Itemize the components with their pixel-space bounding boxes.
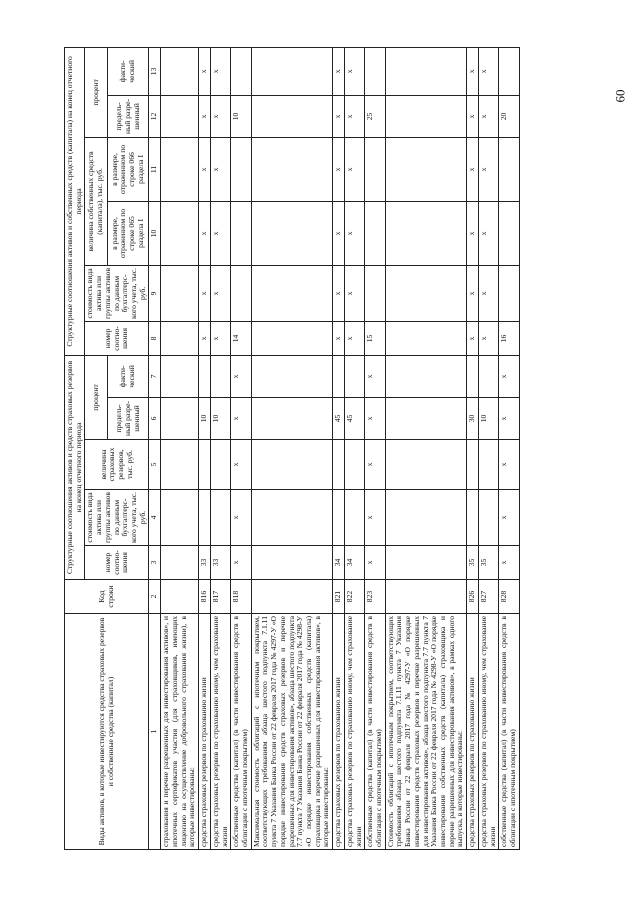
row-cell [499, 137, 519, 201]
row-cell: x [365, 546, 385, 580]
row-cell [385, 95, 466, 137]
table-row [344, 47, 364, 849]
row-cell: x [499, 490, 519, 546]
row-cell [467, 355, 479, 397]
table-row [210, 47, 230, 849]
header-percent: процент [85, 355, 107, 439]
col-number: 10 [149, 201, 161, 265]
col-number: 1 [149, 614, 161, 850]
row-cell [385, 201, 466, 265]
ratios-table [64, 47, 520, 850]
header-reserves-value: величина страховых резервов, тыс. руб. [85, 440, 149, 490]
row-cell: x [344, 137, 364, 201]
row-cell: x [467, 321, 479, 355]
row-cell [344, 490, 364, 546]
row-code: 821 [333, 580, 345, 614]
header-actual-percent: факти-ческий [107, 355, 149, 397]
row-cell [467, 490, 479, 546]
row-cell [251, 398, 332, 440]
row-code [385, 580, 466, 614]
row-cell: x [344, 321, 364, 355]
table-row [199, 47, 211, 849]
row-cell [385, 546, 466, 580]
row-cell [199, 490, 211, 546]
row-cell: x [365, 398, 385, 440]
row-cell: 33 [210, 546, 230, 580]
row-description: средства страховых резервов по страхованию иному, чем страхование жизни [210, 614, 230, 850]
table-row [231, 47, 251, 849]
header-number-ratio-2: номер соотно-шения [85, 321, 149, 355]
header-own-funds: величина собственных средств (капитала), тыс. руб. [85, 137, 107, 265]
row-cell: x [365, 440, 385, 490]
row-cell [161, 47, 199, 95]
row-cell: x [478, 201, 498, 265]
row-cell: x [333, 47, 345, 95]
row-cell: x [231, 546, 251, 580]
row-description: Стоимость облигаций с ипотечным покрытием, соответствующих требованиям абзаца шестого подпункта 7.1.11 пункта 7 Указания Банка России от 22 февраля 2017 года № 4297-У «О порядке инвестирования средств страховых резервов и перечне разрешенных для инвестирования активов», абзаца шестого подпункта 7.7 пункта 7 Указания Банка России от 22 февраля 2017 года № 4298-У «О порядке инвестирования собственных средств (капитала) страховщика и перечне разрешенных для инвестирования активов», в рамках одного выпуска, в которые инвестированы: [385, 614, 466, 850]
row-cell: 10 [210, 398, 230, 440]
row-cell [231, 47, 251, 95]
row-code: 817 [210, 580, 230, 614]
row-cell: x [231, 490, 251, 546]
row-cell [161, 201, 199, 265]
row-cell: x [499, 355, 519, 397]
row-cell [231, 137, 251, 201]
row-cell [161, 355, 199, 397]
col-number: 12 [149, 95, 161, 137]
row-code [251, 580, 332, 614]
table-row [333, 47, 345, 849]
row-cell [251, 321, 332, 355]
row-cell: x [210, 201, 230, 265]
row-cell: x [467, 137, 479, 201]
row-cell [499, 265, 519, 321]
row-cell: x [210, 137, 230, 201]
table-body [161, 47, 520, 849]
table-row [478, 47, 498, 849]
row-cell [251, 137, 332, 201]
row-cell [333, 490, 345, 546]
table-row [365, 47, 385, 849]
header-actual-percent-2: факти-ческий [107, 47, 149, 95]
col-number: 8 [149, 321, 161, 355]
row-cell [385, 398, 466, 440]
row-description: собственные средства (капитал) (в части инвестирования средств в облигации с ипотечным покрытием) [499, 614, 519, 850]
row-code: 816 [199, 580, 211, 614]
row-cell [385, 440, 466, 490]
row-cell: 35 [467, 546, 479, 580]
row-cell [478, 490, 498, 546]
row-description: страхования и перечне разрешенных для инвестирования активов», и ипотечных сертификатов участия (для страховщиков, имеющих лицензию на осуществление добровольного страхования жизни), в которые инвестированы: [161, 614, 199, 850]
row-cell: 10 [231, 95, 251, 137]
row-description: средства страховых резервов по страхованию жизни [333, 614, 345, 850]
row-cell: x [210, 95, 230, 137]
row-cell: x [365, 490, 385, 546]
col-number: 5 [149, 440, 161, 490]
row-cell: 30 [467, 398, 479, 440]
row-cell [210, 490, 230, 546]
row-cell: x [231, 355, 251, 397]
table-row [385, 47, 466, 849]
header-own-066: в размере, отраженном по строке 066 раздела I [107, 137, 149, 201]
row-cell [365, 201, 385, 265]
row-cell [251, 47, 332, 95]
row-cell: x [478, 47, 498, 95]
row-cell: x [199, 95, 211, 137]
row-cell [251, 95, 332, 137]
row-cell [333, 440, 345, 490]
row-cell [161, 137, 199, 201]
row-code: 822 [344, 580, 364, 614]
row-cell: x [210, 47, 230, 95]
header-asset-value-2: стоимость вида актива или группы активов по данным бухгалтерс-кого учета, тыс. руб. [85, 265, 149, 321]
header-group-reserves: Структурные соотношения активов и средств страховых резервов на конец отчетного периода [65, 355, 85, 579]
row-cell: 14 [231, 321, 251, 355]
row-cell [478, 355, 498, 397]
header-percent-2: процент [85, 47, 107, 137]
row-cell [385, 321, 466, 355]
row-cell [251, 201, 332, 265]
row-cell [385, 47, 466, 95]
row-cell: x [231, 440, 251, 490]
row-cell [365, 265, 385, 321]
row-cell [385, 137, 466, 201]
col-number: 13 [149, 47, 161, 95]
row-cell [499, 47, 519, 95]
table-row [467, 47, 479, 849]
row-cell: 34 [344, 546, 364, 580]
row-code: 826 [467, 580, 479, 614]
row-cell: 15 [365, 321, 385, 355]
row-cell: x [344, 265, 364, 321]
row-cell [478, 440, 498, 490]
row-cell: x [344, 47, 364, 95]
row-cell: 16 [499, 321, 519, 355]
row-description: средства страховых резервов по страхованию иному, чем страхование жизни [478, 614, 498, 850]
row-cell [251, 265, 332, 321]
row-cell: x [467, 47, 479, 95]
row-cell: x [199, 201, 211, 265]
row-cell: x [365, 355, 385, 397]
row-cell: x [333, 321, 345, 355]
row-cell: 25 [365, 95, 385, 137]
row-cell [365, 47, 385, 95]
row-cell: 10 [199, 398, 211, 440]
row-cell [199, 355, 211, 397]
row-cell: x [199, 321, 211, 355]
row-cell [344, 355, 364, 397]
row-code: 828 [499, 580, 519, 614]
row-cell: x [199, 137, 211, 201]
header-asset-types: Виды активов, в которые инвестируются средства страховых резервов и собственные средства (капитал) [65, 614, 149, 850]
col-number: 3 [149, 546, 161, 580]
row-cell [251, 490, 332, 546]
row-cell: x [467, 95, 479, 137]
row-cell [251, 546, 332, 580]
row-cell: x [231, 398, 251, 440]
row-cell [161, 95, 199, 137]
row-cell [365, 137, 385, 201]
row-cell: 45 [344, 398, 364, 440]
row-cell: x [210, 321, 230, 355]
header-max-percent: предель-ный разре-шенный [107, 398, 149, 440]
row-cell: x [199, 265, 211, 321]
row-cell: x [478, 95, 498, 137]
row-cell [251, 440, 332, 490]
row-cell: x [467, 265, 479, 321]
row-cell: x [344, 95, 364, 137]
row-cell [210, 440, 230, 490]
row-cell [385, 490, 466, 546]
col-number: 11 [149, 137, 161, 201]
row-cell: x [333, 137, 345, 201]
row-description: средства страховых резервов по страхованию иному, чем страхование жизни [344, 614, 364, 850]
row-cell [251, 355, 332, 397]
header-group-own-funds: Структурные соотношения активов и собственных средств (капитала) на конец отчетного периода [65, 47, 85, 355]
row-cell: 10 [478, 398, 498, 440]
header-max-percent-2: предель-ный разре-шенный [107, 95, 149, 137]
header-asset-value: стоимость вида актива или группы активов по данным бухгалтерс-кого учета, тыс. руб. [85, 490, 149, 546]
row-cell [199, 440, 211, 490]
row-cell: x [333, 201, 345, 265]
header-number-ratio: номер соотно-шения [85, 546, 149, 580]
table-row [161, 47, 199, 849]
row-cell: x [210, 265, 230, 321]
row-cell: x [499, 398, 519, 440]
row-cell [333, 355, 345, 397]
row-cell: x [499, 440, 519, 490]
row-description: собственные средства (капитал) (в части инвестирования средств в облигации с ипотечным покрытием) [365, 614, 385, 850]
row-cell: 20 [499, 95, 519, 137]
row-cell: x [478, 137, 498, 201]
row-code [161, 580, 199, 614]
row-cell [467, 440, 479, 490]
col-number: 2 [149, 580, 161, 614]
row-cell [161, 398, 199, 440]
row-cell [385, 355, 466, 397]
row-cell: x [333, 95, 345, 137]
row-description: средства страховых резервов по страхованию жизни [467, 614, 479, 850]
header-own-065: в размере, отраженном по строке 065 раздела I [107, 201, 149, 265]
row-cell [161, 321, 199, 355]
row-cell: x [478, 321, 498, 355]
row-cell [385, 265, 466, 321]
row-description: средства страховых резервов по страхованию жизни [199, 614, 211, 850]
row-cell [344, 440, 364, 490]
row-cell [161, 440, 199, 490]
col-number: 9 [149, 265, 161, 321]
col-number: 7 [149, 355, 161, 397]
table-row [499, 47, 519, 849]
row-cell: x [199, 47, 211, 95]
row-code: 827 [478, 580, 498, 614]
row-cell [161, 265, 199, 321]
row-cell [499, 201, 519, 265]
row-code: 818 [231, 580, 251, 614]
row-description: собственные средства (капитал) (в части инвестирования средств в облигации с ипотечным покрытием) [231, 614, 251, 850]
row-cell: 45 [333, 398, 345, 440]
column-numbers-row [149, 47, 161, 849]
row-description: Максимальная стоимость облигаций с ипотечным покрытием, соответствующих требованиям абзаца шестого подпункта 7.1.11 пункта 7 Указания Банка России от 22 февраля 2017 года № 4297-У «О порядке инвестирования средств страховых резервов и перечне разрешенных для инвестирования активов», абзаца шестого подпункта 7.7 пункта 7 Указания Банка России от 22 февраля 2017 года № 4298-У «О порядке инвестирования собственных средств (капитала) страховщика и перечне разрешенных для инвестирования активов», в которые инвестированы: [251, 614, 332, 850]
row-cell: 34 [333, 546, 345, 580]
row-cell [231, 201, 251, 265]
row-cell: 33 [199, 546, 211, 580]
col-number: 6 [149, 398, 161, 440]
row-cell [231, 265, 251, 321]
row-cell: 35 [478, 546, 498, 580]
page-number: 60 [612, 89, 628, 103]
row-code: 823 [365, 580, 385, 614]
row-cell [210, 355, 230, 397]
header-code: Код строки [65, 580, 149, 614]
row-cell: x [333, 265, 345, 321]
table-row [251, 47, 332, 849]
col-number: 4 [149, 490, 161, 546]
row-cell [161, 546, 199, 580]
row-cell: x [344, 201, 364, 265]
row-cell [161, 490, 199, 546]
row-cell: x [467, 201, 479, 265]
document-sheet [64, 48, 604, 850]
row-cell: x [499, 546, 519, 580]
row-cell: x [478, 265, 498, 321]
